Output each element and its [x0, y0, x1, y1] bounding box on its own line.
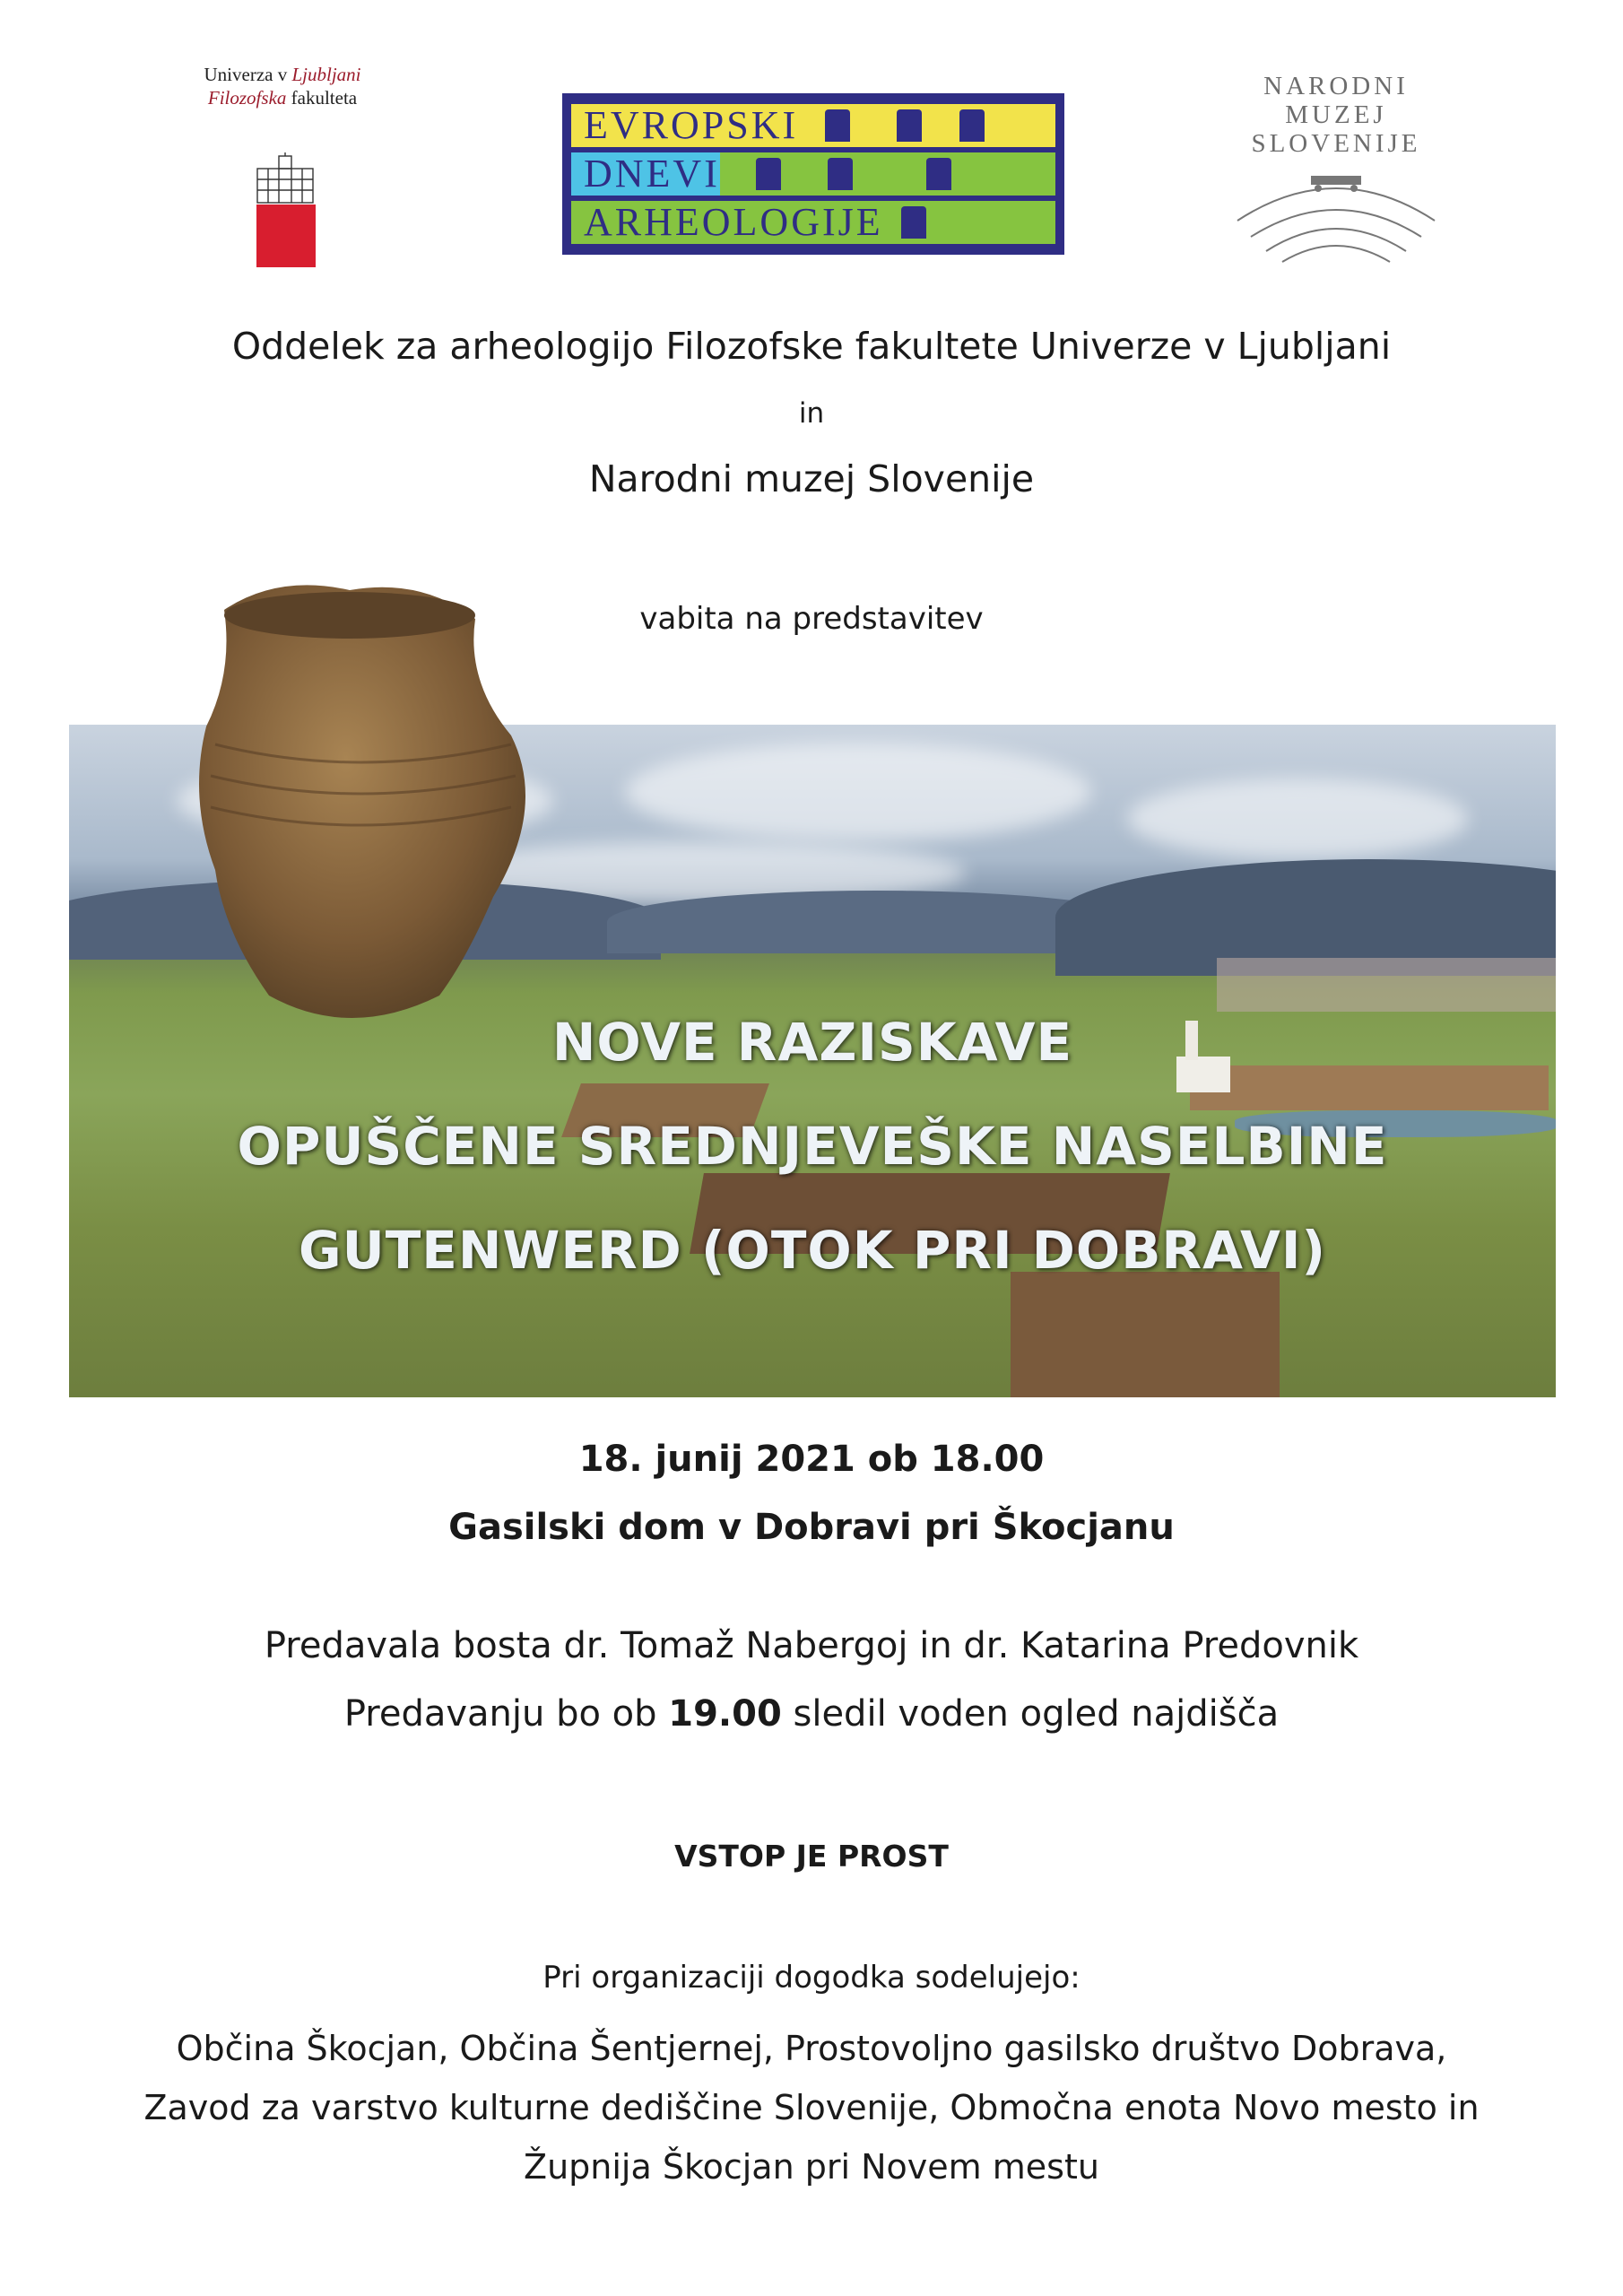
eda-row: [571, 152, 1055, 196]
ship-icon: [756, 158, 781, 190]
tour-prefix: Predavanju bo ob: [343, 1693, 669, 1735]
cloud: [625, 743, 1091, 841]
tour-time: 19.00: [668, 1693, 782, 1735]
cooperation-title: Pri organizaciji dogodka sodelujejo:: [542, 1960, 1081, 1996]
eda-row: [571, 104, 1055, 147]
headline-line-1: NOVE RAZISKAVE: [551, 1012, 1073, 1073]
university-logo-faculty-suffix: fakulteta: [286, 87, 358, 109]
field: [1011, 1272, 1280, 1397]
organizer-conjunction: in: [798, 397, 825, 430]
university-logo-text-prefix: Univerza v: [204, 64, 292, 85]
cooperation-line-3: Župnija Škocjan pri Novem mestu: [524, 2147, 1099, 2187]
free-entry-notice: VSTOP JE PROST: [674, 1839, 949, 1874]
event-tour: [0, 1693, 1623, 1735]
headline-line-3: GUTENWERD (OTOK PRI DOBRAVI): [298, 1220, 1327, 1281]
university-logo: [152, 63, 412, 287]
cooperation-line-1: Občina Škocjan, Občina Šentjernej, Prostovoljno gasilsko društvo Dobrava,: [176, 2029, 1447, 2068]
organizer-line-1: Oddelek za arheologijo Filozofske fakultete Univerze v Ljubljani: [231, 325, 1392, 368]
eda-icon-strip: [720, 152, 1055, 196]
european-archaeology-days-logo: [562, 93, 1064, 255]
cloud: [1127, 778, 1468, 859]
university-red-block: [256, 204, 316, 267]
vase-icon: [926, 158, 951, 190]
event-speakers: Predavala bosta dr. Tomaž Nabergoj in dr. Katarina Predovnik: [264, 1625, 1359, 1666]
eda-word: DNEVI: [584, 152, 720, 196]
university-logo-text-em: Ljubljani: [291, 64, 361, 85]
organizer-line-2: Narodni muzej Slovenije: [588, 457, 1035, 500]
museum-logo-line: NARODNI: [1263, 72, 1409, 100]
headline-line-2: OPUŠČENE SREDNJEVEŠKE NASELBINE: [237, 1116, 1388, 1177]
field: [1217, 958, 1556, 1012]
trowel-icon: [825, 109, 850, 142]
pot-icon: [901, 206, 926, 239]
university-building-icon: [254, 152, 317, 204]
amphora-icon: [828, 158, 853, 190]
university-logo-faculty-em: Filozofska: [207, 87, 287, 109]
eda-icon-strip: [883, 201, 1055, 244]
medieval-pot-image: [170, 574, 565, 1040]
university-logo-line1: [152, 63, 412, 86]
lamp-icon: [959, 109, 985, 142]
university-logo-line2: [152, 86, 412, 109]
national-museum-logo: [1211, 72, 1462, 287]
museum-logo-line: MUZEJ: [1285, 100, 1387, 129]
eda-icon-strip: [798, 104, 1055, 147]
tower-icon: [897, 109, 922, 142]
cooperation-line-2: Zavod za varstvo kulturne dediščine Slovenije, Območna enota Novo mesto in: [143, 2088, 1480, 2127]
eda-row: [571, 201, 1055, 244]
museum-arches-icon: [1228, 165, 1444, 264]
tour-suffix: sledil voden ogled najdišča: [781, 1693, 1280, 1735]
event-place: Gasilski dom v Dobravi pri Škocjanu: [448, 1507, 1175, 1548]
museum-logo-line: SLOVENIJE: [1251, 129, 1421, 158]
invitation-text: vabita na predstavitev: [639, 601, 984, 637]
eda-word: ARHEOLOGIJE: [584, 200, 883, 244]
eda-word: EVROPSKI: [584, 103, 799, 147]
event-date: 18. junij 2021 ob 18.00: [578, 1439, 1045, 1480]
